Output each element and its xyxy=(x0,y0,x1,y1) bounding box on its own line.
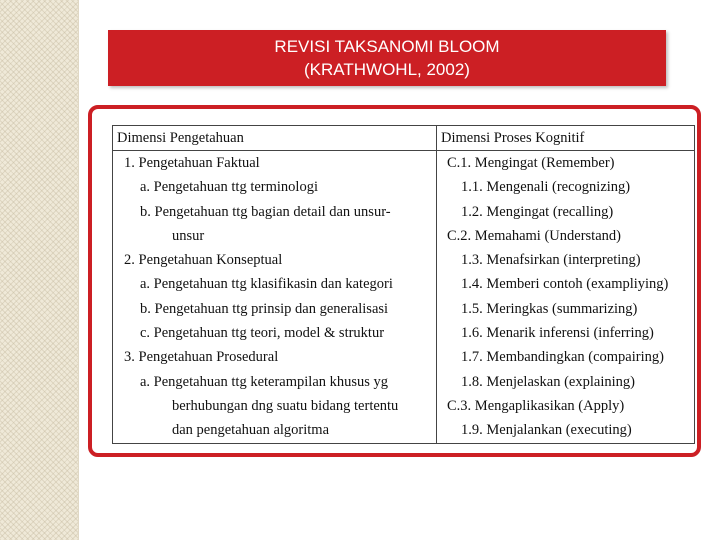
list-item: 1. Pengetahuan Faktual xyxy=(124,155,260,171)
list-item: 1.1. Mengenali (recognizing) xyxy=(461,179,631,196)
knowledge-dimension-cell xyxy=(113,151,437,444)
header-cognitive-process-dimension: Dimensi Proses Kognitif xyxy=(437,126,695,151)
slide-title-line-2: (KRATHWOHL, 2002) xyxy=(304,60,470,79)
slide-title-banner xyxy=(108,30,666,86)
list-item: 1.4. Memberi contoh (exampliying) xyxy=(461,276,669,293)
table-frame xyxy=(88,105,701,457)
list-item: berhubungan dng suatu bidang tertentu xyxy=(172,397,399,414)
list-item: 1.3. Menafsirkan (interpreting) xyxy=(461,252,641,269)
list-item: C.2. Memahami (Understand) xyxy=(447,227,621,244)
cognitive-process-cell xyxy=(437,151,695,444)
list-item: a. Pengetahuan ttg terminologi xyxy=(140,179,318,196)
list-item: 1.6. Menarik inferensi (inferring) xyxy=(461,325,654,342)
list-item: b. Pengetahuan ttg prinsip dan generalisasi xyxy=(140,300,389,317)
list-item: c. Pengetahuan ttg teori, model & struktur xyxy=(140,325,385,342)
header-knowledge-dimension: Dimensi Pengetahuan xyxy=(113,126,437,151)
list-item: 1.9. Menjalankan (executing) xyxy=(461,422,632,439)
list-item: b. Pengetahuan ttg bagian detail dan unsur- xyxy=(140,203,391,220)
table-header-row xyxy=(113,126,695,151)
list-item: 1.5. Meringkas (summarizing) xyxy=(461,300,638,317)
list-item: 3. Pengetahuan Prosedural xyxy=(124,349,279,366)
taxonomy-table xyxy=(112,125,695,444)
list-item: 2. Pengetahuan Konseptual xyxy=(124,252,283,269)
list-item: unsur xyxy=(172,227,205,244)
list-item: 1.2. Mengingat (recalling) xyxy=(461,203,614,220)
list-item: dan pengetahuan algoritma xyxy=(172,422,330,439)
list-item: 1.7. Membandingkan (compairing) xyxy=(461,349,664,366)
table-body-row xyxy=(113,151,695,444)
list-item: 1.8. Menjelaskan (explaining) xyxy=(461,373,635,390)
decorative-side-strip xyxy=(0,0,79,540)
list-item: a. Pengetahuan ttg klasifikasin dan kategori xyxy=(140,276,393,293)
slide-title-line-1: REVISI TAKSANOMI BLOOM xyxy=(274,37,500,56)
list-item: C.3. Mengaplikasikan (Apply) xyxy=(447,397,625,414)
list-item: a. Pengetahuan ttg keterampilan khusus yg xyxy=(140,373,389,390)
list-item: C.1. Mengingat (Remember) xyxy=(447,155,615,171)
